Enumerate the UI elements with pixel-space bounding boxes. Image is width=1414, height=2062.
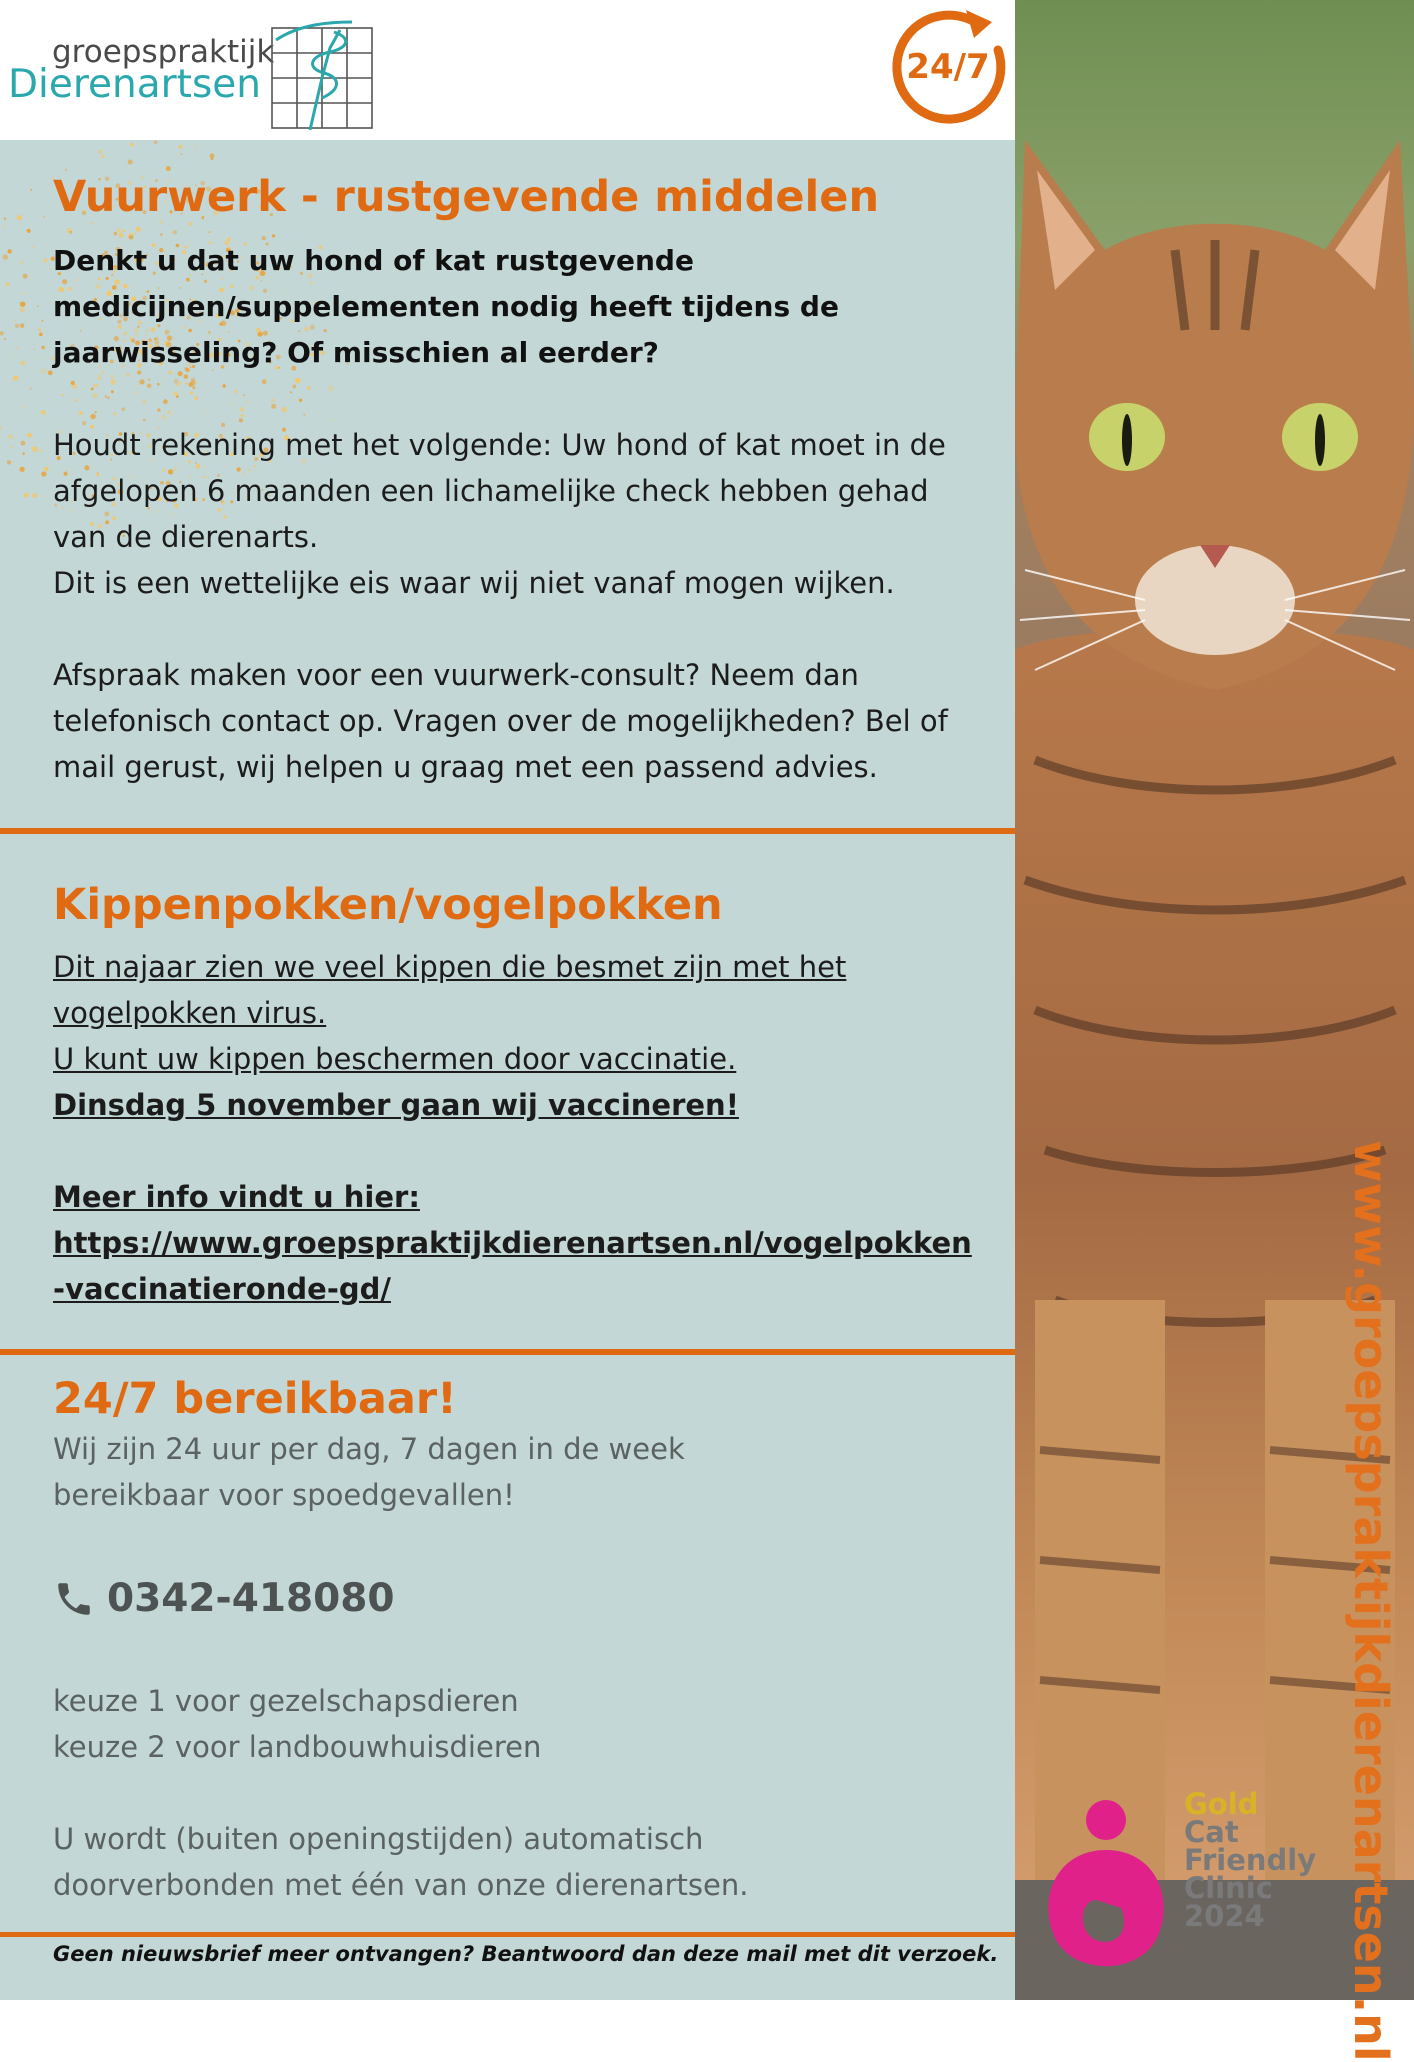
pox-info-link[interactable]: https://www.groepspraktijkdierenartsen.nl/vogelpokken-vaccinatieronde-gd/ <box>53 1226 972 1306</box>
cat-friendly-clinic-badge <box>1036 1787 1356 1970</box>
phone-row[interactable] <box>53 1576 395 1621</box>
fireworks-para2: Afspraak maken voor een vuurwerk-consult? Neem dan telefonisch contact op. Vragen over de mogelijkheden? Bel of mail gerust, wij helpen u graag met een passend advies. <box>53 658 948 784</box>
section-divider <box>0 1932 1015 1937</box>
pox-section <box>53 878 973 1312</box>
phone-number[interactable]: 0342-418080 <box>107 1576 395 1621</box>
header-bar <box>0 0 1015 140</box>
unsubscribe-note: Geen nieuwsbrief meer ontvangen? Beantwoord dan deze mail met dit verzoek. <box>53 1942 999 1966</box>
pox-line3: Dinsdag 5 november gaan wij vaccineren! <box>53 1088 739 1122</box>
phone-icon <box>53 1578 95 1620</box>
badge-247-label: 24/7 <box>906 47 990 87</box>
clock-arrow-icon <box>886 2 1014 130</box>
fireworks-section <box>53 170 973 790</box>
pox-line2: U kunt uw kippen beschermen door vaccinatie. <box>53 1042 737 1076</box>
cfc-year: 2024 <box>1184 1899 1265 1933</box>
cat-friendly-clinic-icon <box>1036 1790 1176 1970</box>
website-url[interactable]: www.groepspraktijkdierenartsen.nl <box>1344 1140 1398 2062</box>
choice-companion-animals: keuze 1 voor gezelschapsdieren <box>53 1684 519 1718</box>
availability-text: Wij zijn 24 uur per dag, 7 dagen in de week bereikbaar voor spoedgevallen! <box>53 1432 685 1512</box>
availability-section <box>53 1372 973 1518</box>
fireworks-para1-line2: Dit is een wettelijke eis waar wij niet vanaf mogen wijken. <box>53 566 895 600</box>
fireworks-title: Vuurwerk - rustgevende middelen <box>53 172 880 222</box>
fireworks-para1: Houdt rekening met het volgende: Uw hond of kat moet in de afgelopen 6 maanden een lichamelijke check hebben gehad van de dierenarts. <box>53 428 946 554</box>
pox-more-label: Meer info vindt u hier: <box>53 1180 420 1214</box>
fireworks-lead: Denkt u dat uw hond of kat rustgevende medicijnen/suppelementen nodig heeft tijdens de jaarwisseling? Of misschien al eerder? <box>53 244 839 369</box>
practice-logo[interactable] <box>8 10 378 128</box>
section-divider <box>0 828 1015 834</box>
caduceus-grid-icon <box>270 18 382 130</box>
cfc-text <box>1184 1787 1317 1933</box>
forward-text: U wordt (buiten openingstijden) automatisch doorverbonden met één van onze dierenartsen. <box>53 1822 749 1902</box>
cfc-cat: Cat <box>1184 1815 1239 1849</box>
cfc-friendly: Friendly <box>1184 1843 1317 1877</box>
logo-text-top: groepspraktijk <box>52 34 275 70</box>
section-divider <box>0 1349 1015 1355</box>
pox-title: Kippenpokken/vogelpokken <box>53 880 723 930</box>
pox-line1: Dit najaar zien we veel kippen die besmet zijn met het vogelpokken virus. <box>53 950 847 1030</box>
choices-block <box>53 1678 973 1908</box>
cfc-clinic: Clinic <box>1184 1871 1273 1905</box>
cfc-gold: Gold <box>1184 1787 1259 1821</box>
availability-title: 24/7 bereikbaar! <box>53 1374 457 1424</box>
choice-farm-animals: keuze 2 voor landbouwhuisdieren <box>53 1730 542 1764</box>
logo-text-bottom: Dierenartsen <box>8 62 262 107</box>
